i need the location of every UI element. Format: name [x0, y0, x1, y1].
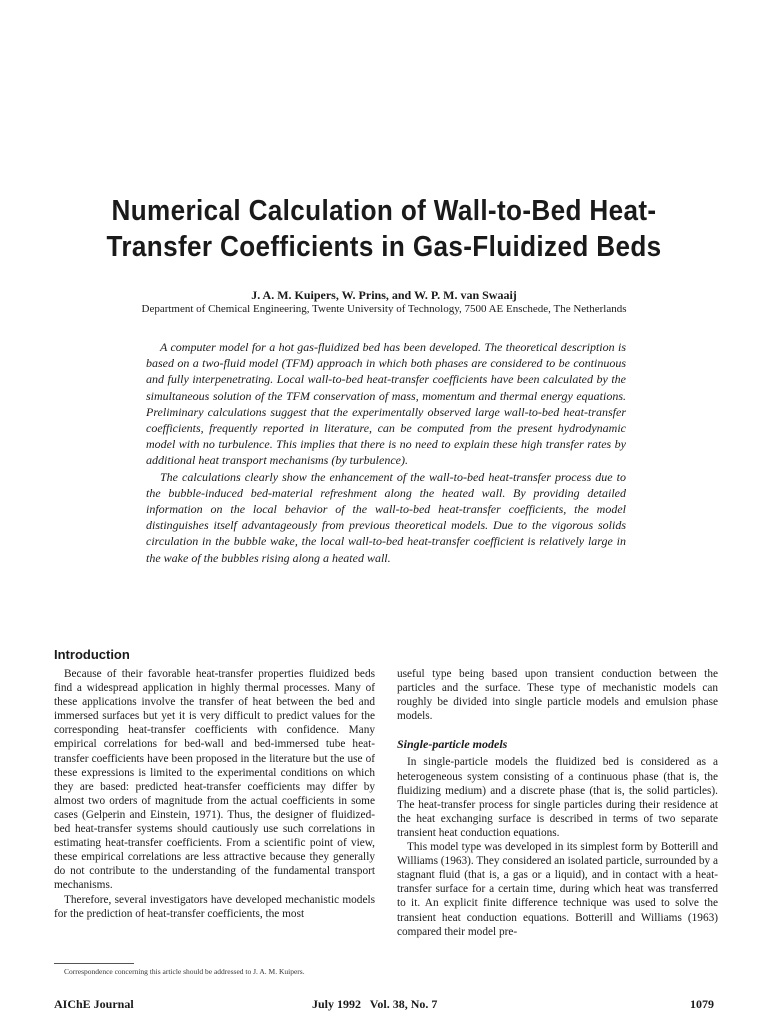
left-column: [54, 667, 375, 921]
affiliation: Department of Chemical Engineering, Twente University of Technology, 7500 AE Enschede, The Netherlands: [141, 303, 627, 315]
body-paragraph: Because of their favorable heat-transfer properties fluidized beds find a widespread application in highly thermal processes. Many of these applications involve the transfer of heat between the bed and immersed surfaces but yet it is very difficult to predict values for the corresponding heat-transfer coefficients with confidence. Many empirical correlations for bed-wall and bed-immersed tube heat-transfer coefficients have been proposed in the literature but the use of these expressions is limited to the experimental conditions on which they are based: predicted heat-transfer coefficients may differ by almost two orders of magnitude from the actual coefficients in some cases (Gelperin and Einstein, 1971). Thus, the designer of fluidized-bed heat-transfer systems should cautiously use such correlations in estimating heat-transfer coefficients. From a scientific point of view, these empirical correlations are less attractive because they generally do not contribute to the understanding of the fundamental transport mechanisms.: [54, 668, 375, 892]
footnote: Correspondence concerning this article should be addressed to J. A. M. Kuipers.: [64, 967, 305, 976]
section-heading-introduction: Introduction: [54, 647, 130, 662]
article-title: [92, 193, 675, 265]
title-line-2: Transfer Coefficients in Gas-Fluidized Beds: [106, 231, 662, 263]
subsection-heading-single-particle: Single-particle models: [397, 737, 508, 752]
title-line-1: Numerical Calculation of Wall-to-Bed Heat-: [111, 195, 657, 227]
body-paragraph: This model type was developed in its simplest form by Botterill and Williams (1963). They considered an isolated particle, surrounded by a stagnant fluid (that is, a gas or a liquid), and in contact with a heat-transfer surface for a certain time, during which heat was transferred to it. An explicit finite difference technique was used to solve the transient heat conduction equations. Botterill and Williams (1963) compared their model pre-: [397, 841, 718, 938]
abstract-paragraph: A computer model for a hot gas-fluidized bed has been developed. The theoretical description is based on a two-fluid model (TFM) approach in which both phases are considered to be continuous and fully interpenetrating. Local wall-to-bed heat-transfer coefficients have been calculated by the simultaneous solution of the TFM conservation of mass, momentum and thermal energy equations. Preliminary calculations suggest that the experimentally observed large wall-to-bed heat-transfer coefficients, frequently reported in literature, can be computed from the present hydrodynamic model with no turbulence. This implies that there is no need to explain these high transfer rates by additional heat transport mechanisms (by turbulence).: [146, 340, 626, 468]
page-number: 1079: [690, 997, 714, 1011]
right-column: [397, 667, 718, 939]
footer-issue: July 1992 Vol. 38, No. 7: [312, 997, 438, 1011]
abstract-paragraph: The calculations clearly show the enhancement of the wall-to-bed heat-transfer process due to the bubble-induced bed-material refreshment along the heated wall. By providing detailed information on the local behavior of the wall-to-bed heat-transfer coefficients, the model distinguishes itself advantageously from previous theoretical models. Due to the vigorous solids circulation in the bubble wake, the local wall-to-bed heat-transfer coefficient is relatively large in the wake of the bubbles rising along a heated wall.: [146, 469, 626, 565]
body-paragraph: In single-particle models the fluidized bed is considered as a heterogeneous system consisting of a continuous phase (that is, the fluidizing medium) and a discrete phase (that is, the solid particles). The heat-transfer process for single particles during their residence at the heat exchanging surface is described in terms of two separate transient heat conduction equations.: [397, 756, 718, 839]
footnote-rule: [54, 963, 134, 964]
footer-journal: AIChE Journal: [54, 997, 134, 1011]
abstract: [146, 339, 626, 566]
authors: J. A. M. Kuipers, W. Prins, and W. P. M. van Swaaij: [251, 288, 517, 302]
body-paragraph: useful type being based upon transient conduction between the particles and the surface. These type of mechanistic models can roughly be divided into single particle models and emulsion phase models.: [397, 668, 718, 723]
body-paragraph: Therefore, several investigators have developed mechanistic models for the prediction of heat-transfer coefficients, the most: [54, 893, 375, 920]
